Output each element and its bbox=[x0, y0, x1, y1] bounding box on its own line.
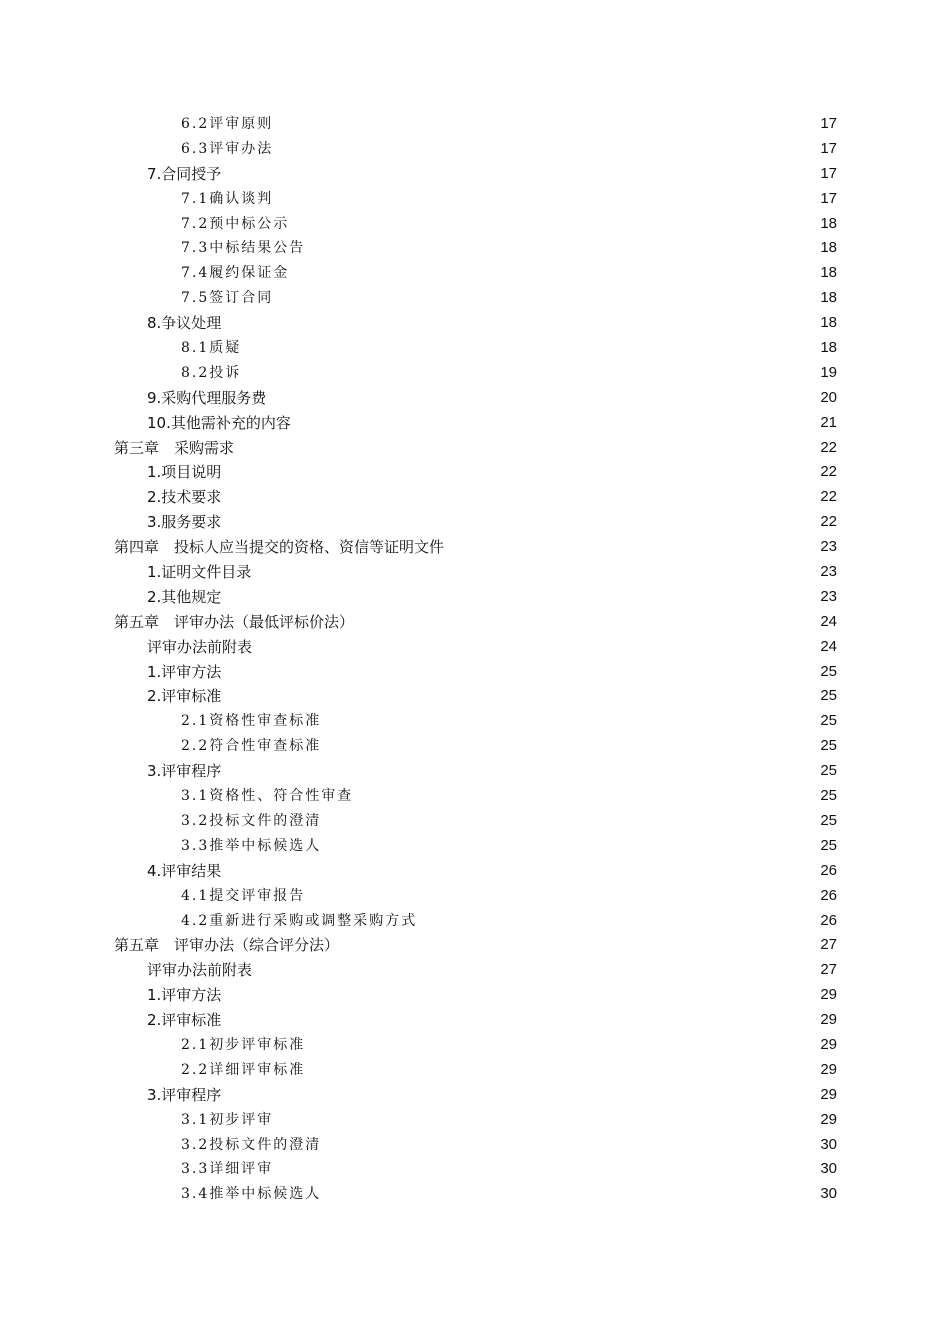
toc-entry-title: 8.1质疑 bbox=[181, 340, 242, 357]
table-of-contents bbox=[0, 112, 950, 1207]
toc-entry-page: 18 bbox=[820, 289, 837, 307]
toc-entry[interactable] bbox=[0, 236, 950, 261]
toc-entry-page: 29 bbox=[820, 1011, 837, 1029]
toc-entry-title: 3.评审程序 bbox=[147, 1085, 222, 1104]
toc-entry-title: 7.3中标结果公告 bbox=[181, 240, 306, 257]
toc-entry-page: 26 bbox=[820, 911, 837, 929]
toc-entry[interactable] bbox=[0, 212, 950, 237]
toc-entry[interactable] bbox=[0, 560, 950, 585]
toc-entry-title: 9.采购代理服务费 bbox=[147, 388, 267, 407]
toc-entry-title: 2.评审标准 bbox=[147, 687, 222, 706]
toc-entry-title: 第五章 评审办法（最低评标价法） bbox=[114, 612, 355, 631]
toc-entry[interactable] bbox=[0, 510, 950, 535]
toc-entry-page: 17 bbox=[820, 189, 837, 207]
toc-entry-title: 3.2投标文件的澄清 bbox=[181, 1136, 322, 1153]
toc-entry-page: 25 bbox=[820, 762, 837, 780]
toc-entry-title: 3.1资格性、符合性审查 bbox=[181, 788, 354, 805]
toc-entry-page: 17 bbox=[820, 115, 837, 132]
toc-entry[interactable] bbox=[0, 1108, 950, 1133]
toc-entry-title: 评审办法前附表 bbox=[147, 637, 253, 656]
toc-entry[interactable] bbox=[0, 834, 950, 859]
toc-entry-page: 29 bbox=[820, 1060, 837, 1078]
toc-entry[interactable] bbox=[0, 784, 950, 809]
toc-entry[interactable] bbox=[0, 734, 950, 759]
toc-entry-title: 1.评审方法 bbox=[147, 986, 222, 1005]
toc-entry-page: 25 bbox=[820, 737, 837, 755]
toc-entry-title: 7.4履约保证金 bbox=[181, 265, 290, 282]
toc-entry-page: 25 bbox=[820, 836, 837, 854]
toc-entry-title: 2.技术要求 bbox=[147, 488, 222, 507]
toc-entry[interactable] bbox=[0, 1157, 950, 1182]
toc-entry[interactable] bbox=[0, 1083, 950, 1108]
toc-entry-page: 22 bbox=[820, 438, 837, 456]
toc-entry-title: 4.1提交评审报告 bbox=[181, 887, 306, 904]
toc-entry[interactable] bbox=[0, 1133, 950, 1158]
toc-entry-title: 2.2符合性审查标准 bbox=[181, 738, 322, 755]
toc-entry-page: 27 bbox=[820, 936, 837, 954]
toc-entry-page: 18 bbox=[820, 239, 837, 257]
toc-entry-title: 第五章 评审办法（综合评分法） bbox=[114, 936, 340, 955]
toc-entry-title: 3.评审程序 bbox=[147, 762, 222, 781]
toc-entry-page: 17 bbox=[820, 164, 837, 182]
toc-entry[interactable] bbox=[0, 411, 950, 436]
toc-entry-title: 6.2评审原则 bbox=[181, 116, 274, 132]
toc-entry[interactable] bbox=[0, 386, 950, 411]
toc-entry-page: 20 bbox=[820, 388, 837, 406]
toc-entry-page: 17 bbox=[820, 139, 837, 157]
toc-entry-page: 25 bbox=[820, 811, 837, 829]
toc-entry-title: 1.评审方法 bbox=[147, 662, 222, 681]
toc-entry-page: 26 bbox=[820, 861, 837, 879]
toc-entry-page: 25 bbox=[820, 687, 837, 705]
toc-entry[interactable] bbox=[0, 759, 950, 784]
toc-entry-title: 3.2投标文件的澄清 bbox=[181, 812, 322, 829]
toc-entry[interactable] bbox=[0, 1058, 950, 1083]
toc-entry-title: 6.3评审办法 bbox=[181, 140, 274, 157]
toc-entry[interactable] bbox=[0, 336, 950, 361]
toc-entry-page: 30 bbox=[820, 1135, 837, 1153]
toc-entry-title: 2.2详细评审标准 bbox=[181, 1061, 306, 1078]
toc-entry-page: 29 bbox=[820, 1035, 837, 1053]
toc-entry-page: 18 bbox=[820, 214, 837, 232]
toc-entry-page: 25 bbox=[820, 787, 837, 805]
toc-entry[interactable] bbox=[0, 311, 950, 336]
toc-entry-page: 24 bbox=[820, 637, 837, 655]
toc-entry-title: 3.3详细评审 bbox=[181, 1161, 274, 1178]
toc-entry-title: 评审办法前附表 bbox=[147, 961, 253, 980]
toc-entry-page: 25 bbox=[820, 662, 837, 680]
toc-entry[interactable] bbox=[0, 1033, 950, 1058]
toc-entry[interactable] bbox=[0, 460, 950, 485]
toc-entry-title: 4.评审结果 bbox=[147, 861, 222, 880]
toc-entry[interactable] bbox=[0, 286, 950, 311]
toc-entry-title: 10.其他需补充的内容 bbox=[147, 413, 291, 432]
toc-entry-title: 3.3推举中标候选人 bbox=[181, 837, 322, 854]
toc-entry-page: 27 bbox=[820, 961, 837, 979]
toc-entry[interactable] bbox=[0, 112, 950, 137]
toc-entry-title: 2.评审标准 bbox=[147, 1011, 222, 1030]
toc-entry-page: 23 bbox=[820, 587, 837, 605]
toc-entry[interactable] bbox=[0, 958, 950, 983]
toc-entry-page: 26 bbox=[820, 886, 837, 904]
toc-entry[interactable] bbox=[0, 983, 950, 1008]
toc-entry-title: 1.项目说明 bbox=[147, 463, 222, 482]
toc-entry-page: 22 bbox=[820, 463, 837, 481]
toc-entry[interactable] bbox=[0, 610, 950, 635]
toc-entry[interactable] bbox=[0, 635, 950, 660]
toc-entry-title: 第三章 采购需求 bbox=[114, 438, 235, 457]
toc-entry-page: 22 bbox=[820, 513, 837, 531]
toc-entry-page: 29 bbox=[820, 1110, 837, 1128]
toc-entry-title: 7.合同授予 bbox=[147, 164, 222, 183]
toc-entry[interactable] bbox=[0, 1182, 950, 1207]
toc-entry-page: 23 bbox=[820, 563, 837, 581]
toc-entry-page: 18 bbox=[820, 339, 837, 357]
toc-entry[interactable] bbox=[0, 162, 950, 187]
toc-entry[interactable] bbox=[0, 187, 950, 212]
toc-entry[interactable] bbox=[0, 1008, 950, 1033]
toc-entry[interactable] bbox=[0, 585, 950, 610]
toc-entry[interactable] bbox=[0, 809, 950, 834]
toc-entry-title: 2.1初步评审标准 bbox=[181, 1036, 306, 1053]
toc-entry-page: 30 bbox=[820, 1160, 837, 1178]
toc-entry-title: 1.证明文件目录 bbox=[147, 563, 252, 582]
toc-entry-title: 8.2投诉 bbox=[181, 364, 242, 381]
toc-entry[interactable] bbox=[0, 361, 950, 386]
toc-entry[interactable] bbox=[0, 485, 950, 510]
toc-entry-title: 7.2预中标公示 bbox=[181, 215, 290, 232]
toc-entry-page: 24 bbox=[820, 612, 837, 630]
toc-entry-page: 29 bbox=[820, 1085, 837, 1103]
toc-entry[interactable] bbox=[0, 660, 950, 685]
toc-entry-page: 29 bbox=[820, 986, 837, 1004]
toc-entry-title: 3.服务要求 bbox=[147, 513, 222, 532]
toc-entry-page: 18 bbox=[820, 264, 837, 282]
toc-entry-title: 2.1资格性审查标准 bbox=[181, 713, 322, 730]
toc-entry[interactable] bbox=[0, 535, 950, 560]
toc-entry[interactable] bbox=[0, 684, 950, 709]
toc-entry-page: 18 bbox=[820, 314, 837, 332]
toc-entry-page: 25 bbox=[820, 712, 837, 730]
toc-entry[interactable] bbox=[0, 436, 950, 461]
toc-entry[interactable] bbox=[0, 933, 950, 958]
toc-entry[interactable] bbox=[0, 884, 950, 909]
toc-entry[interactable] bbox=[0, 859, 950, 884]
toc-entry-title: 4.2重新进行采购或调整采购方式 bbox=[181, 912, 418, 929]
toc-entry-title: 第四章 投标人应当提交的资格、资信等证明文件 bbox=[114, 538, 445, 557]
toc-entry-title: 7.5签订合同 bbox=[181, 290, 274, 307]
toc-entry-title: 3.1初步评审 bbox=[181, 1111, 274, 1128]
toc-entry[interactable] bbox=[0, 709, 950, 734]
toc-entry[interactable] bbox=[0, 909, 950, 934]
toc-entry[interactable] bbox=[0, 261, 950, 286]
toc-entry-page: 21 bbox=[820, 413, 837, 431]
toc-entry-title: 8.争议处理 bbox=[147, 314, 222, 333]
toc-entry-title: 7.1确认谈判 bbox=[181, 190, 274, 207]
toc-entry[interactable] bbox=[0, 137, 950, 162]
toc-entry-page: 22 bbox=[820, 488, 837, 506]
toc-entry-page: 23 bbox=[820, 538, 837, 556]
toc-entry-title: 2.其他规定 bbox=[147, 587, 222, 606]
toc-entry-page: 30 bbox=[820, 1185, 837, 1203]
toc-entry-page: 19 bbox=[820, 363, 837, 381]
toc-entry-title: 3.4推举中标候选人 bbox=[181, 1186, 322, 1203]
